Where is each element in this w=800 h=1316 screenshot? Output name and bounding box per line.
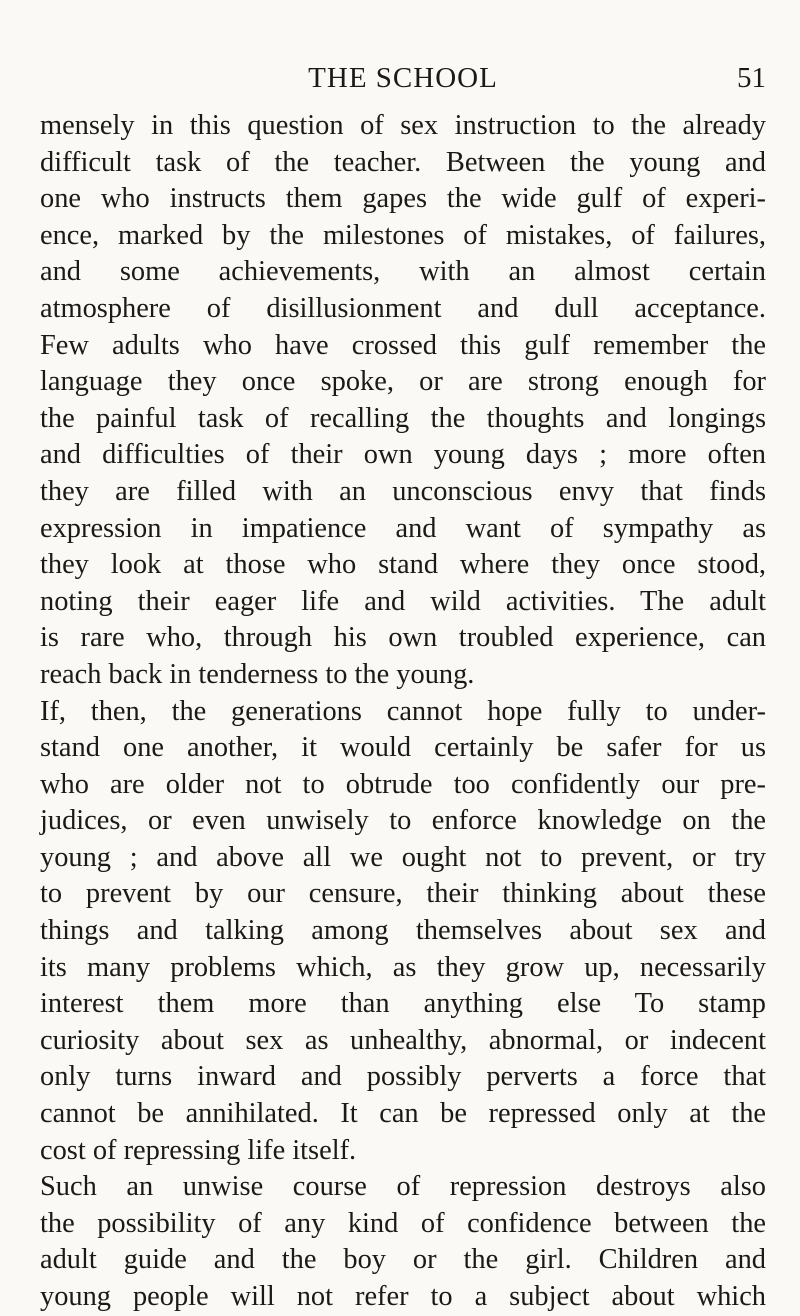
text-line: to prevent by our censure, their thinking about these (40, 878, 766, 910)
text-line: adult guide and the boy or the girl. Children and (40, 1244, 766, 1276)
text-line: mensely in this question of sex instruction to the already (40, 110, 766, 141)
body-text (40, 108, 766, 1316)
text-line: and difficulties of their own young days ; more often (40, 439, 766, 471)
text-line: the possibility of any kind of confidence between the (40, 1207, 766, 1239)
text-line: difficult task of the teacher. Between the young and (40, 146, 766, 178)
text-line: things and talking among themselves about sex and (40, 915, 766, 947)
text-line: If, then, the generations cannot hope fully to under- (40, 695, 766, 727)
text-line: and some achievements, with an almost certain (40, 256, 766, 288)
text-line: they look at those who stand where they once stood, (40, 549, 766, 581)
text-line: the painful task of recalling the thoughts and longings (40, 402, 766, 434)
text-line: atmosphere of disillusionment and dull acceptance. (40, 292, 766, 324)
text-line: curiosity about sex as unhealthy, abnormal, or indecent (40, 1024, 766, 1056)
text-line: its many problems which, as they grow up, necessarily (40, 951, 766, 983)
page-number: 51 (737, 62, 766, 94)
text-line: is rare who, through his own troubled experience, can (40, 622, 766, 654)
paragraph-3 (40, 1169, 766, 1315)
text-line: language they once spoke, or are strong enough for (40, 366, 766, 398)
text-line: young ; and above all we ought not to prevent, or try (40, 841, 766, 873)
text-line: reach back in tenderness to the young. (40, 658, 475, 690)
text-line: judices, or even unwisely to enforce knowledge on the (40, 805, 766, 837)
text-line: expression in impatience and want of sympathy as (40, 512, 766, 544)
text-line: young people will not refer to a subject about which (40, 1281, 766, 1312)
text-line: ence, marked by the milestones of mistakes, of failures, (40, 219, 766, 251)
book-page (40, 62, 766, 1316)
text-line: who are older not to obtrude too confidently our pre- (40, 768, 766, 800)
text-line: stand one another, it would certainly be safer for us (40, 732, 766, 764)
text-line: Such an unwise course of repression destroys also (40, 1171, 766, 1203)
paragraph-1 (40, 108, 766, 694)
text-line: noting their eager life and wild activities. The adult (40, 585, 766, 617)
text-line: one who instructs them gapes the wide gulf of experi- (40, 183, 766, 215)
text-line: interest them more than anything else To stamp (40, 988, 766, 1020)
text-line: they are filled with an unconscious envy that finds (40, 475, 766, 507)
running-head (40, 62, 766, 102)
running-title: THE SCHOOL (308, 62, 498, 94)
paragraph-2 (40, 694, 766, 1170)
text-line: cost of repressing life itself. (40, 1134, 357, 1166)
text-line: only turns inward and possibly perverts a force that (40, 1061, 766, 1093)
text-line: Few adults who have crossed this gulf remember the (40, 329, 766, 361)
text-line: cannot be annihilated. It can be repressed only at the (40, 1098, 766, 1130)
